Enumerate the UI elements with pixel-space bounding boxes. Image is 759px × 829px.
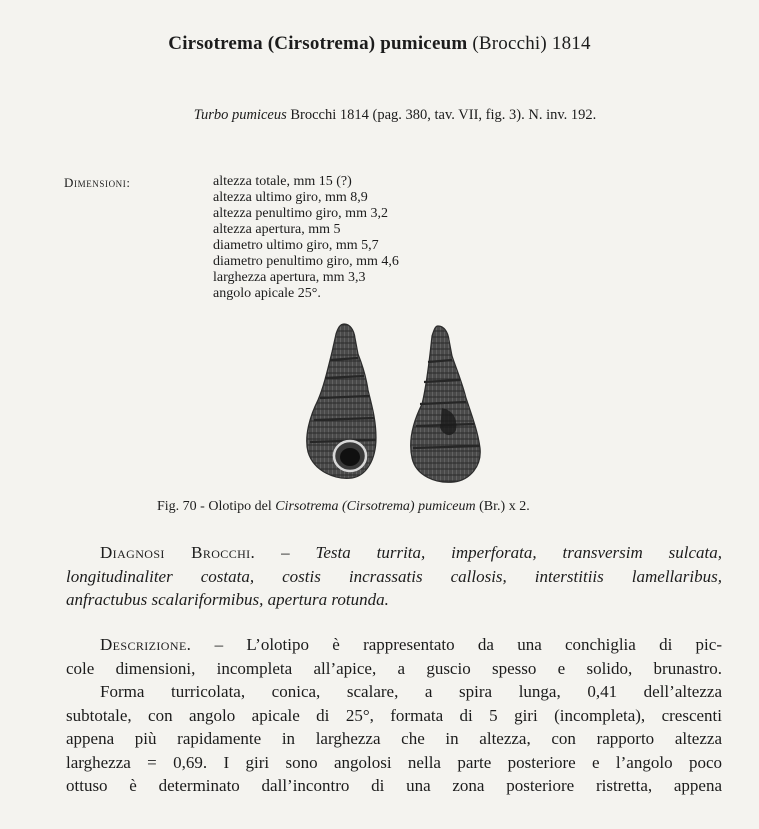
description-label: Descrizione. [100, 635, 192, 654]
dimension-item: angolo apicale 25°. [213, 286, 321, 301]
caption-suffix: (Br.) x 2. [475, 499, 530, 514]
year: 1814 [551, 33, 591, 54]
paragraph-line: larghezza = 0,69. I giri sono angolosi nella parte posteriore e l’angolo poco [66, 752, 722, 772]
shell-apertural-view [307, 324, 376, 478]
paragraph-line: appena più rapidamente in larghezza che in altezza, con rapporto altezza [66, 729, 722, 748]
dimension-item: altezza apertura, mm 5 [213, 222, 341, 237]
paragraph-line [66, 541, 722, 565]
dimension-item: diametro penultimo giro, mm 4,6 [213, 254, 399, 269]
diagnosis-paragraph [66, 541, 722, 612]
caption-taxon: Cirsotrema (Cirsotrema) pumiceum [275, 499, 476, 514]
dimension-item: altezza ultimo giro, mm 8,9 [213, 190, 368, 205]
paragraph-line [66, 633, 722, 657]
paragraph-line: ottuso è determinato dall’incontro di una zona posteriore ristretta, appena [66, 776, 722, 795]
author-name: (Brocchi) [472, 33, 547, 54]
paragraph-line [66, 565, 722, 589]
diagnosis-dash: – [255, 543, 316, 562]
diagnosis-text: Testa turrita, imperforata, transversim sulcata, [315, 543, 722, 562]
synonym-name: Turbo pumiceus [193, 107, 287, 123]
dimensions-label: Dimensioni: [64, 175, 131, 190]
figure-caption [157, 499, 530, 515]
paragraph-line: Forma turricolata, conica, scalare, a spira lunga, 0,41 dell’altezza [100, 682, 722, 701]
paragraph-line: subtotale, con angolo apicale di 25°, formata di 5 giri (incompleta), crescenti [66, 705, 722, 725]
shell-dorsal-view [411, 326, 480, 482]
caption-prefix: Fig. 70 - Olotipo del [157, 499, 276, 514]
subgenus-name: (Cirsotrema) [267, 33, 376, 54]
description-paragraph [66, 633, 722, 798]
dimensions-list [213, 174, 399, 302]
species-heading [0, 33, 759, 55]
dimension-item: larghezza apertura, mm 3,3 [213, 270, 366, 285]
diagnosis-text: anfractubus scalariformibus, apertura rotunda. [66, 590, 389, 609]
dimension-item: diametro ultimo giro, mm 5,7 [213, 238, 379, 253]
species-name: pumiceum [380, 33, 468, 54]
reference-text: Brocchi 1814 (pag. 380, tav. VII, fig. 3). N. inv. 192. [290, 107, 597, 123]
paragraph-line: cole dimensioni, incompleta all’apice, a guscio spesso e solido, brunastro. [66, 658, 722, 678]
synonym-reference [0, 107, 759, 124]
shell-photograph [300, 320, 490, 490]
paragraph-line [66, 588, 722, 612]
genus-name: Cirsotrema [168, 33, 263, 54]
dimension-item: altezza penultimo giro, mm 3,2 [213, 206, 388, 221]
description-text: – L’olotipo è rappresentato da una conchiglia di pic- [191, 635, 722, 654]
diagnosis-text: longitudinaliter costata, costis incrassatis callosis, interstitiis lamellaribus, [66, 566, 722, 586]
dimension-item: altezza totale, mm 15 (?) [213, 174, 352, 189]
diagnosis-label: Diagnosi Brocchi. [100, 543, 256, 562]
